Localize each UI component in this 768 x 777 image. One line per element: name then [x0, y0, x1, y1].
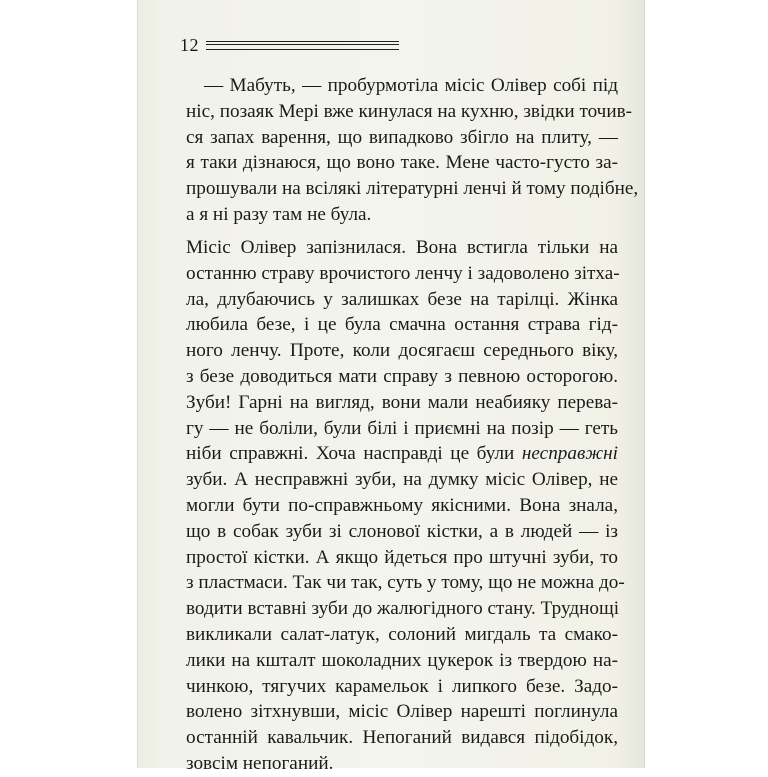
text-line: з пластмаси. Так чи так, суть у тому, що не можна до-	[186, 572, 625, 594]
text-line: любила безе, і це була смачна остання страва гід-	[186, 314, 618, 336]
text-fragment: ніби справжні. Хоча насправді це були	[186, 443, 522, 465]
text-line: зуби. А несправжні зуби, на думку місіс Олівер, не	[186, 469, 618, 491]
paragraph-2	[186, 235, 625, 777]
text-line: ного ленчу. Проте, коли досягаєш середнього віку,	[186, 340, 618, 362]
text-line-with-italic	[186, 441, 618, 467]
text-line: могли бути по-справжньому якісними. Вона знала,	[186, 494, 618, 516]
text-line: лики на кшталт шоколадних цукерок із твердою на-	[186, 649, 618, 671]
book-page	[138, 0, 644, 774]
text-line: волено зітхнувши, місіс Олівер нарешті поглинула	[186, 701, 618, 723]
paragraph-1	[186, 73, 639, 228]
header-rule	[206, 41, 399, 50]
text-line: що в собак зуби зі слонової кістки, а в людей — із	[186, 520, 618, 542]
text-line: водити вставні зуби до жалюгідного стану. Труднощі	[186, 598, 620, 620]
text-line: я таки дізнаюся, що воно таке. Мене часто-густо за-	[186, 152, 618, 174]
italic-word: несправжні	[521, 443, 618, 465]
text-line: зовсім непоганий.	[186, 752, 334, 774]
text-line: Місіс Олівер запізнилася. Вона встигла тільки на	[186, 237, 618, 258]
text-line: простої кістки. А якщо йдеться про штучні зуби, то	[186, 546, 618, 568]
text-line: ніс, позаяк Мері вже кинулася на кухню, звідки точив-	[186, 100, 633, 122]
text-line: викликали салат-латук, солоний мигдаль та смако-	[186, 623, 618, 645]
text-line: чинкою, тягучих карамельок і липкого безе. Задо-	[186, 675, 618, 697]
text-line: останній кавальчик. Непоганий видався підобідок,	[186, 727, 618, 749]
text-line: — Мабуть, — пробурмотіла місіс Олівер собі під	[204, 75, 618, 96]
text-line: останню страву врочистого ленчу і задоволено зітха-	[186, 262, 620, 284]
text-line: Зуби! Гарні на вигляд, вони мали неабияку перева-	[186, 391, 618, 413]
text-line: ла, длубаючись у залишках безе на тарілці. Жінка	[186, 288, 618, 310]
text-line: ся запах варення, що випадково збігло на плиту, —	[186, 126, 618, 148]
page-number: 12	[180, 35, 199, 55]
text-line: прошували на всілякі літературні ленчі й тому подібне,	[186, 178, 639, 200]
text-line: гу — не боліли, були білі і приємні на позір — геть	[186, 417, 618, 439]
text-line: з безе доводиться мати справу з певною осторогою.	[186, 365, 618, 387]
text-line: а я ні разу там не була.	[186, 203, 372, 225]
